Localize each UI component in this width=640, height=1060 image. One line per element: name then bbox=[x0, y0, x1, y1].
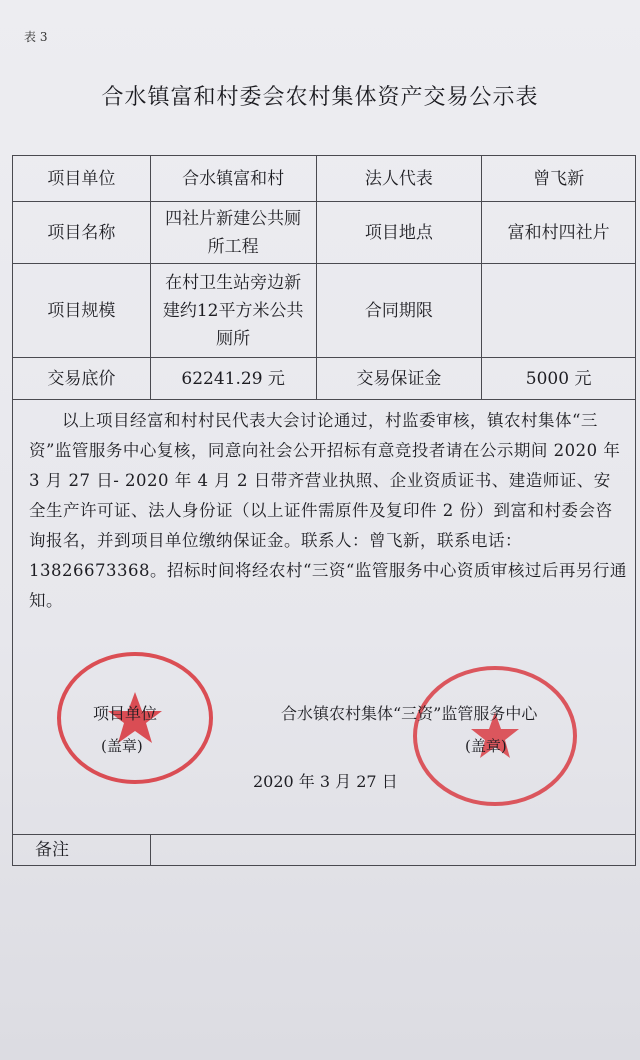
table-number-label: 表 3 bbox=[24, 30, 48, 44]
deposit-value: 5000 元 bbox=[482, 358, 636, 400]
project-name-label: 项目名称 bbox=[13, 202, 151, 264]
unit-value: 合水镇富和村 bbox=[150, 156, 316, 202]
table-row bbox=[13, 835, 636, 866]
legal-rep-value: 曾飞新 bbox=[482, 156, 636, 202]
table-row bbox=[13, 202, 636, 264]
notice-cell bbox=[13, 400, 636, 835]
center-seal-note: (盖章) bbox=[465, 737, 507, 755]
signature-center-label: 合水镇农村集体“三资”监管服务中心 bbox=[281, 704, 538, 723]
publicity-table bbox=[12, 155, 636, 866]
page-title: 合水镇富和村委会农村集体资产交易公示表 bbox=[101, 85, 539, 110]
unit-seal-note: (盖章) bbox=[101, 737, 143, 755]
table-row bbox=[13, 400, 636, 835]
location-label: 项目地点 bbox=[316, 202, 482, 264]
project-name-value: 四社片新建公共厕所工程 bbox=[150, 202, 316, 264]
contract-term-label: 合同期限 bbox=[316, 264, 482, 358]
table-row bbox=[13, 358, 636, 400]
notice-paragraph: 以上项目经富和村村民代表大会讨论通过，村监委审核，镇农村集体“三资”监管服务中心复核，同意向社会公开招标有意竞投者请在公示期间 2020 年 3 月 27 日- 2020 年 4 月 2 日带齐营业执照、企业资质证书、建造师证、安全生产许可证、法人身份证（以上证件需原件及复印件 2 份）到富和村委会咨询报名，并到项目单位缴纳保证金。联系人：曾飞新，联系电话：13826673368。招标时间将经农村“三资“监管服务中心资质审核过后再另行通知。 bbox=[29, 411, 627, 610]
scale-value: 在村卫生站旁边新建约12平方米公共厕所 bbox=[150, 264, 316, 358]
deposit-label: 交易保证金 bbox=[316, 358, 482, 400]
contract-term-value bbox=[482, 264, 636, 358]
signature-date: 2020 年 3 月 27 日 bbox=[253, 772, 398, 791]
remark-label: 备注 bbox=[13, 835, 151, 866]
scale-label: 项目规模 bbox=[13, 264, 151, 358]
base-price-value: 62241.29 元 bbox=[150, 358, 316, 400]
signature-unit-label: 项目单位 bbox=[93, 704, 158, 723]
remark-value bbox=[150, 835, 635, 866]
unit-label: 项目单位 bbox=[13, 156, 151, 202]
location-value: 富和村四社片 bbox=[482, 202, 636, 264]
table-row bbox=[13, 156, 636, 202]
base-price-label: 交易底价 bbox=[13, 358, 151, 400]
legal-rep-label: 法人代表 bbox=[316, 156, 482, 202]
table-row bbox=[13, 264, 636, 358]
